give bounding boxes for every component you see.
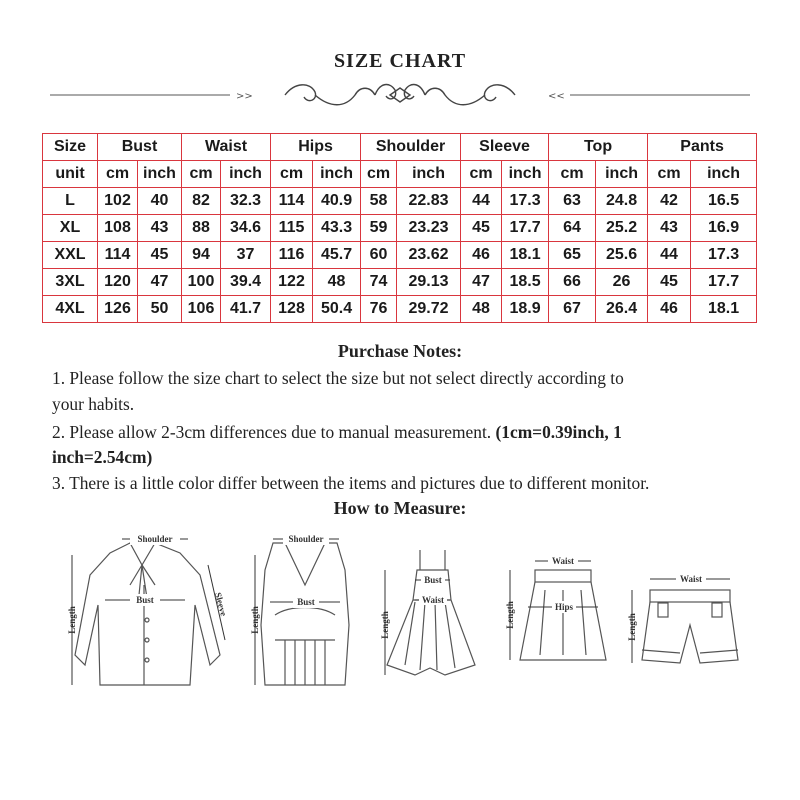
table-cell: 17.7 [691, 269, 757, 296]
table-cell: 46 [648, 296, 691, 323]
table-header-row [43, 134, 757, 161]
table-cell: 18.9 [502, 296, 549, 323]
table-cell: 67 [549, 296, 596, 323]
table-cell: 45 [461, 215, 502, 242]
title-ornament [40, 78, 760, 112]
shorts-length-label: Length [627, 613, 637, 641]
table-cell: 16.9 [691, 215, 757, 242]
note-2-conversion-cont: inch=2.54cm) [52, 447, 153, 467]
shorts-diagram [620, 565, 750, 675]
table-cell: 43.3 [313, 215, 361, 242]
unit-cell: inch [691, 161, 757, 188]
table-cell: 26.4 [596, 296, 648, 323]
header-waist: Waist [182, 134, 271, 161]
header-pants: Pants [648, 134, 757, 161]
table-cell: 108 [98, 215, 138, 242]
blouse-bust-label: Bust [136, 595, 154, 605]
table-cell: 65 [549, 242, 596, 269]
tank-top-diagram [245, 525, 365, 700]
note-2-line-1 [52, 419, 762, 445]
table-cell: 76 [361, 296, 397, 323]
unit-cell: inch [221, 161, 271, 188]
table-cell: 45.7 [313, 242, 361, 269]
unit-cell: cm [271, 161, 313, 188]
table-cell: 40.9 [313, 188, 361, 215]
skirt-diagram [500, 545, 615, 675]
table-cell: 94 [182, 242, 221, 269]
table-cell: 45 [648, 269, 691, 296]
tank-bust-label: Bust [297, 597, 315, 607]
table-cell: 64 [549, 215, 596, 242]
table-cell: 58 [361, 188, 397, 215]
table-cell: 25.2 [596, 215, 648, 242]
size-chart-body [43, 134, 757, 323]
purchase-notes-title: Purchase Notes: [337, 341, 463, 361]
table-cell: 25.6 [596, 242, 648, 269]
size-label: 3XL [43, 269, 98, 296]
table-cell: 41.7 [221, 296, 271, 323]
table-cell: 59 [361, 215, 397, 242]
table-cell: 18.1 [691, 296, 757, 323]
table-cell: 46 [461, 242, 502, 269]
table-cell: 29.72 [397, 296, 461, 323]
dress-length-label: Length [380, 611, 390, 639]
blouse-length-label: Length [67, 606, 77, 634]
page-title: SIZE CHART [333, 50, 467, 72]
table-cell: 60 [361, 242, 397, 269]
how-to-measure-title: How to Measure: [333, 498, 467, 518]
unit-cell: cm [98, 161, 138, 188]
table-cell: 42 [648, 188, 691, 215]
table-cell: 26 [596, 269, 648, 296]
blouse-sleeve-label: Sleeve [212, 591, 229, 618]
table-cell: 23.23 [397, 215, 461, 242]
table-cell: 43 [138, 215, 182, 242]
skirt-hips-label: Hips [554, 602, 574, 612]
table-cell: 45 [138, 242, 182, 269]
table-cell: 47 [138, 269, 182, 296]
table-cell: 122 [271, 269, 313, 296]
table-cell: 63 [549, 188, 596, 215]
dress-waist-label: Waist [421, 595, 445, 605]
note-1-line-1: 1. Please follow the size chart to select the size but not select directly according to [52, 368, 624, 388]
header-bust: Bust [98, 134, 182, 161]
note-2-line-2 [52, 444, 762, 470]
blouse-shoulder-label: Shoulder [137, 534, 173, 544]
unit-cell: inch [313, 161, 361, 188]
table-cell: 17.3 [502, 188, 549, 215]
table-cell: 48 [461, 296, 502, 323]
unit-cell: cm [648, 161, 691, 188]
svg-text:>>: >> [236, 91, 253, 102]
note-2-conversion: (1cm=0.39inch, 1 [495, 422, 622, 442]
table-cell: 44 [648, 242, 691, 269]
dress-diagram [375, 540, 480, 685]
table-cell: 37 [221, 242, 271, 269]
table-cell: 82 [182, 188, 221, 215]
table-cell: 43 [648, 215, 691, 242]
table-cell: 128 [271, 296, 313, 323]
dress-bust-label: Bust [424, 575, 442, 585]
header-hips: Hips [271, 134, 361, 161]
note-1-line-2: your habits. [52, 394, 135, 414]
table-cell: 44 [461, 188, 502, 215]
note-2-text: 2. Please allow 2-3cm differences due to manual measurement. [52, 422, 496, 442]
table-cell: 32.3 [221, 188, 271, 215]
table-cell: 17.3 [691, 242, 757, 269]
note-3: 3. There is a little color differ between the items and pictures due to different monitor. [52, 473, 650, 493]
size-chart-table [42, 133, 757, 323]
unit-cell: inch [138, 161, 182, 188]
table-cell: 114 [271, 188, 313, 215]
skirt-waist-label: Waist [551, 556, 575, 566]
table-cell: 106 [182, 296, 221, 323]
table-unit-row [43, 161, 757, 188]
table-cell: 16.5 [691, 188, 757, 215]
unit-cell: cm [549, 161, 596, 188]
size-label: XXL [43, 242, 98, 269]
size-label: 4XL [43, 296, 98, 323]
table-cell: 114 [98, 242, 138, 269]
size-label: XL [43, 215, 98, 242]
svg-text:<<: << [548, 91, 565, 102]
table-cell: 40 [138, 188, 182, 215]
unit-cell: inch [397, 161, 461, 188]
table-cell: 18.5 [502, 269, 549, 296]
unit-cell: cm [461, 161, 502, 188]
table-row [43, 215, 757, 242]
tank-length-label: Length [250, 606, 260, 634]
table-cell: 100 [182, 269, 221, 296]
table-cell: 88 [182, 215, 221, 242]
header-size: Size [43, 134, 98, 161]
table-cell: 39.4 [221, 269, 271, 296]
table-row [43, 188, 757, 215]
table-cell: 18.1 [502, 242, 549, 269]
tank-shoulder-label: Shoulder [288, 534, 324, 544]
table-cell: 23.62 [397, 242, 461, 269]
table-cell: 29.13 [397, 269, 461, 296]
table-cell: 34.6 [221, 215, 271, 242]
unit-cell: cm [361, 161, 397, 188]
unit-cell: inch [596, 161, 648, 188]
table-cell: 126 [98, 296, 138, 323]
shorts-waist-label: Waist [679, 574, 703, 584]
header-top: Top [549, 134, 648, 161]
table-cell: 47 [461, 269, 502, 296]
header-shoulder: Shoulder [361, 134, 461, 161]
table-cell: 50.4 [313, 296, 361, 323]
table-cell: 74 [361, 269, 397, 296]
table-row [43, 242, 757, 269]
table-cell: 24.8 [596, 188, 648, 215]
table-cell: 66 [549, 269, 596, 296]
skirt-length-label: Length [505, 601, 515, 629]
table-cell: 120 [98, 269, 138, 296]
unit-cell: unit [43, 161, 98, 188]
size-label: L [43, 188, 98, 215]
table-cell: 115 [271, 215, 313, 242]
unit-cell: cm [182, 161, 221, 188]
table-cell: 116 [271, 242, 313, 269]
table-cell: 17.7 [502, 215, 549, 242]
table-cell: 22.83 [397, 188, 461, 215]
table-cell: 48 [313, 269, 361, 296]
header-sleeve: Sleeve [461, 134, 549, 161]
table-row [43, 269, 757, 296]
table-cell: 102 [98, 188, 138, 215]
blouse-diagram [60, 525, 240, 700]
table-cell: 50 [138, 296, 182, 323]
unit-cell: inch [502, 161, 549, 188]
table-row [43, 296, 757, 323]
